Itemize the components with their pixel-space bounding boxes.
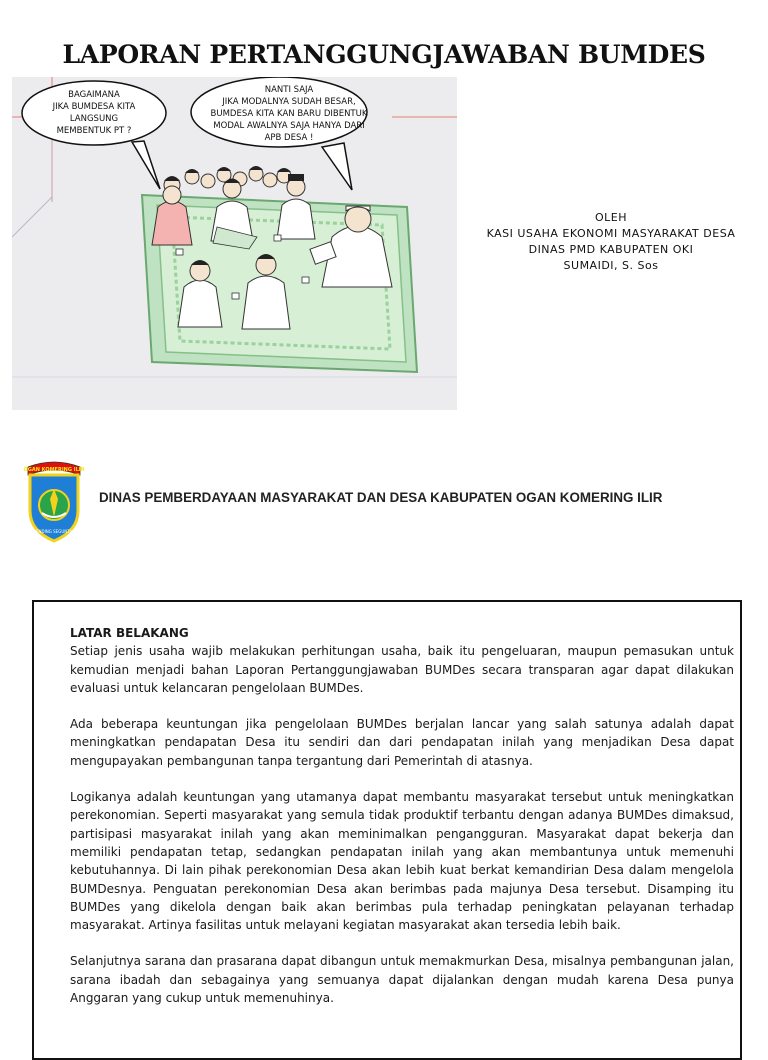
logo-bottom-text: BENDING SEGUNTAK [33,529,75,534]
bubble-line: MEMBENTUK PT ? [56,126,132,136]
bubble-line: LANGSUNG [69,114,119,124]
paragraph: Ada beberapa keuntungan jika pengelolaan BUMDes berjalan lancar yang salah satunya adalah dapat meningkatkan pendapatan Desa itu sendiri dan dari pendapatan inilah yang menjadikan Desa dapat mengupayakan pembangunan tanpa tergantung dari Pemerintah di atasnya. [70,717,734,768]
author-name: SUMAIDI, S. Sos [563,259,659,272]
paragraph: Setiap jenis usaha wajib melakukan perhitungan usaha, baik itu pengeluaran, maupun pemasukan untuk kemudian menjadi bahan Laporan Pertanggungjawaban BUMDes secara transparan agar dapat dilakukan evaluasi untuk kelancaran pengelolaan BUMDes. [70,644,734,695]
oki-regency-logo [22,455,86,545]
page-title: LAPORAN PERTANGGUNGJAWABAN BUMDES [62,40,706,69]
bubble-line: BUMDESA KITA KAN BARU DIBENTUK [210,109,368,119]
bubble-line: JIKA BUMDESA KITA [52,102,136,112]
paragraph: Logikanya adalah keuntungan yang utamanya dapat membantu masyarakat tersebut untuk meningkatkan perekonomian. Seperti masyarakat yang semula tidak produktif terbantu dengan adanya BUMDes dimaksud, partisipasi masyarakat inilah yang akan meminimalkan pengangguran. Masyarakat dapat bekerja dan memiliki pendapatan tetap, sedangkan pendapatan inilah yang akan membantunya untuk memenuhi kebutuhannya. Di lain pihak perekonomian Desa akan lebih kuat berkat kemandirian Desa dalam mengelola BUMDesnya. Penguatan perekonomian Desa akan berimbas pada majunya Desa tersebut. Disamping itu BUMDes yang dikelola dengan baik akan berimbas pula terhadap peningkatan pelayanan terhadap masyarakat. Artinya fasilitas untuk melayani kegiatan masyarakat akan tersedia lebih baik. [70,790,734,933]
author-office: DINAS PMD KABUPATEN OKI [528,243,694,256]
bubble-line: APB DESA ! [264,133,314,143]
document-body [70,624,734,1025]
speech-bubble-right [210,84,368,144]
speech-bubble-left [34,89,154,137]
agency-name: DINAS PEMBERDAYAAN MASYARAKAT DAN DESA KABUPATEN OGAN KOMERING ILIR [99,490,663,505]
paragraph: Selanjutnya sarana dan prasarana dapat dibangun untuk memakmurkan Desa, misalnya pembangunan jalan, sarana ibadah dan sebagainya yang semuanya dapat dijalankan dengan mudah karena Desa punya Anggaran yang cukup untuk memenuhinya. [70,954,734,1006]
author-block [466,210,756,274]
section-heading: LATAR BELAKANG [70,626,189,640]
bubble-line: MODAL AWALNYA SAJA HANYA DARI [213,121,365,131]
bubble-line: NANTI SAJA [264,85,314,95]
bubble-line: BAGAIMANA [68,90,120,100]
author-position: KASI USAHA EKONOMI MASYARAKAT DESA [486,227,736,240]
author-oleh: OLEH [594,211,627,224]
bubble-line: JIKA MODALNYA SUDAH BESAR, [222,97,356,107]
logo-top-text: OGAN KOMERING ILIR [23,467,85,473]
